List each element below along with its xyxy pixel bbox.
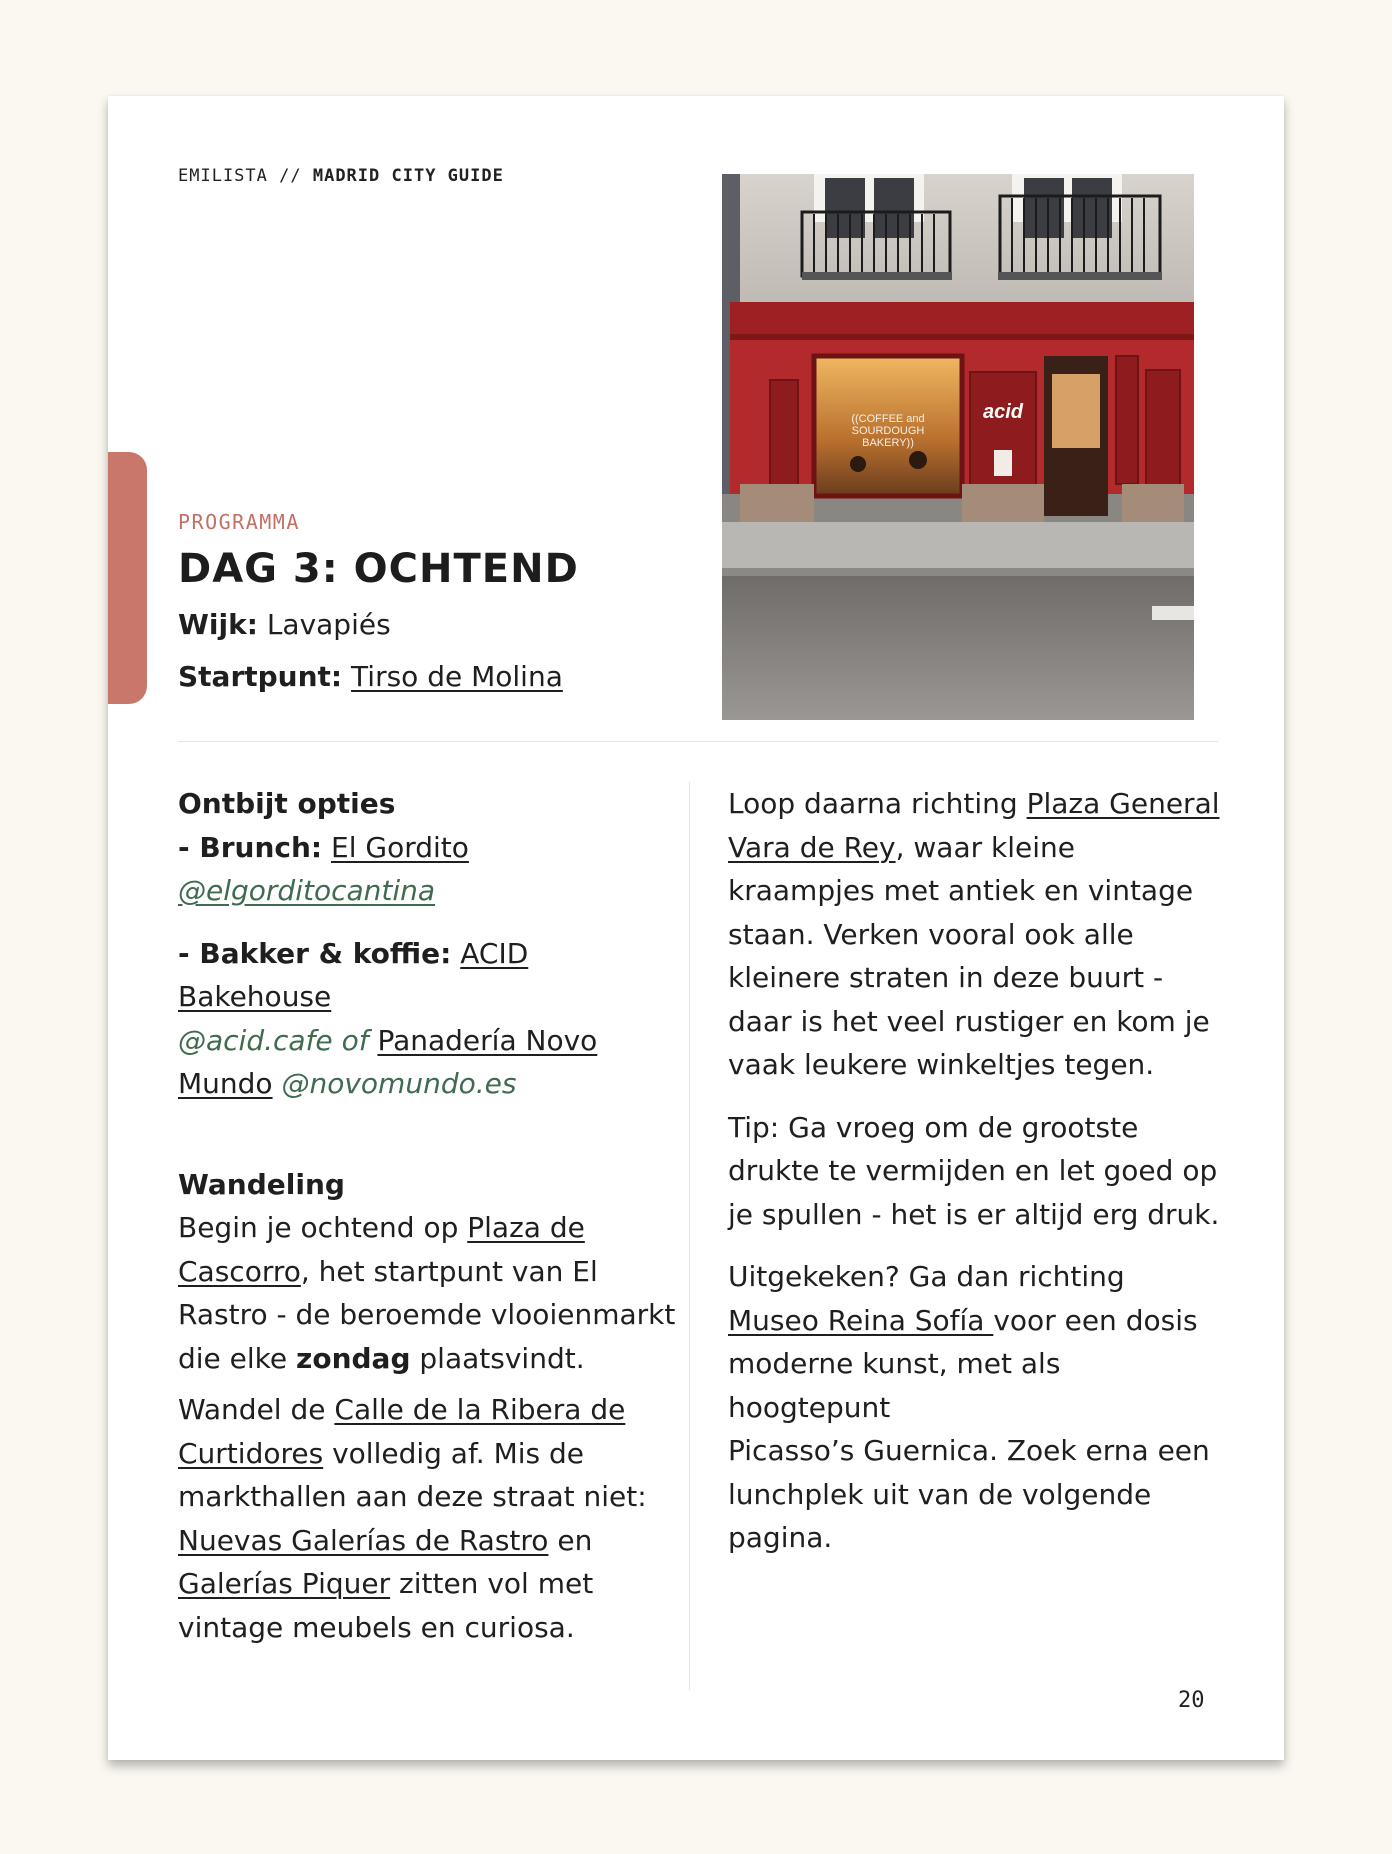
neon-logo: acid [982, 401, 1024, 423]
sunday-emphasis: zondag [296, 1341, 411, 1375]
walk-p1-line4: die elke zondag plaatsvindt. [178, 1341, 585, 1375]
right-p3-line4: Picasso’s Guernica. Zoek erna een [728, 1434, 1210, 1467]
walk-p1-line2: Cascorro, het startpunt van El [178, 1254, 598, 1288]
svg-text:SOURDOUGH: SOURDOUGH [851, 425, 925, 437]
neon-sign-text: ((COFFEE and [851, 413, 925, 425]
neighbourhood-label: Wijk: [178, 608, 258, 641]
calle-ribera-link-part2[interactable]: Curtidores [178, 1436, 324, 1470]
right-p1-line5: kleinere straten in deze buurt - [728, 961, 1164, 994]
novo-mundo-line [178, 1062, 678, 1106]
el-gordito-instagram-link[interactable]: @elgorditocantina [178, 874, 436, 907]
right-p1-line4: staan. Verken vooral ook alle [728, 917, 1134, 951]
column-divider [689, 782, 690, 1690]
acid-instagram-handle: @acid.cafe [178, 1023, 333, 1057]
novo-mundo-instagram-handle: @novomundo.es [281, 1067, 517, 1100]
left-column [178, 782, 678, 1649]
tip-line2: drukte te vermijden en let goed op [728, 1154, 1218, 1187]
section-kicker: PROGRAMMA [178, 510, 300, 534]
page-number: 20 [1178, 1688, 1205, 1713]
startpoint-label: Startpunt: [178, 660, 343, 693]
panaderia-novo-mundo-link-part1[interactable]: Panadería Novo [377, 1023, 598, 1057]
right-p3-line3: moderne kunst, met als hoogtepunt [728, 1347, 1061, 1424]
calle-ribera-link-part1[interactable]: Calle de la Ribera de [334, 1393, 626, 1426]
tip-line1: Tip: Ga vroeg om de grootste [728, 1110, 1139, 1144]
galerias-piquer-link[interactable]: Galerías Piquer [178, 1567, 391, 1600]
bakker-handle-line [178, 1019, 678, 1063]
walk-p2-line2: Curtidores volledig af. Mis de [178, 1436, 585, 1470]
walk-p1-line3: Rastro - de beroemde vlooienmarkt [178, 1298, 676, 1331]
walk-p2-line6: vintage meubels en curiosa. [178, 1610, 575, 1644]
museo-reina-sofia-link[interactable]: Museo Reina Sofía [728, 1303, 994, 1337]
page-header [178, 166, 504, 186]
right-p1-line6: daar is het veel rustiger en kom je [728, 1004, 1210, 1038]
right-p3-line6: pagina. [728, 1521, 833, 1554]
guide-page [108, 96, 1284, 1760]
storefront-photo [722, 174, 1194, 720]
plaza-general-vara-link-part2[interactable]: Vara de Rey [728, 830, 896, 864]
tip-line3: je spullen - het is er altijd erg druk. [728, 1197, 1220, 1231]
el-gordito-link[interactable]: El Gordito [331, 830, 469, 864]
walk-p1-line1: Begin je ochtend op Plaza de [178, 1211, 585, 1244]
startpoint-line [178, 660, 563, 693]
plaza-de-cascorro-link-part1[interactable]: Plaza de [467, 1211, 585, 1244]
plaza-de-cascorro-link-part2[interactable]: Cascorro [178, 1254, 301, 1288]
walk-p2-line3: markthallen aan deze straat niet: [178, 1480, 647, 1513]
walk-p2-line1: Wandel de Calle de la Ribera de [178, 1393, 626, 1426]
neighbourhood-value: Lavapiés [266, 608, 391, 641]
startpoint-link[interactable]: Tirso de Molina [351, 660, 563, 693]
accent-tab [108, 452, 147, 704]
right-p1-line1: Loop daarna richting Plaza General [728, 787, 1220, 820]
svg-text:BAKERY)): BAKERY)) [862, 437, 914, 449]
or-text: of [341, 1023, 369, 1057]
right-p3-line5: lunchplek uit van de volgende [728, 1477, 1152, 1511]
panaderia-novo-mundo-link-part2[interactable]: Mundo [178, 1067, 273, 1100]
brunch-label: - Brunch: [178, 830, 323, 864]
right-p3-line2: Museo Reina Sofía voor een dosis [728, 1303, 1198, 1337]
walk-p2-line4: Nuevas Galerías de Rastro en [178, 1523, 593, 1557]
right-p1-line3: kraampjes met antiek en vintage [728, 874, 1194, 907]
nuevas-galerias-link[interactable]: Nuevas Galerías de Rastro [178, 1523, 549, 1557]
acid-bakehouse-link[interactable]: ACID Bakehouse [178, 936, 529, 1013]
bakker-label: - Bakker & koffie: [178, 936, 452, 970]
walk-heading: Wandeling [178, 1167, 345, 1201]
neighbourhood-line [178, 608, 391, 641]
storefront-illustration [722, 174, 1194, 720]
brunch-line [178, 826, 678, 870]
breakfast-heading: Ontbijt opties [178, 787, 396, 820]
walk-p2-line5: Galerías Piquer zitten vol met [178, 1567, 594, 1600]
right-p1-line7: vaak leukere winkeltjes tegen. [728, 1048, 1155, 1081]
right-column [728, 782, 1228, 1560]
header-brand: EMILISTA // [178, 166, 302, 186]
page-title: DAG 3: OCHTEND [178, 546, 579, 592]
plaza-general-vara-link-part1[interactable]: Plaza General [1026, 787, 1220, 820]
right-p3-line1: Uitgekeken? Ga dan richting [728, 1260, 1125, 1293]
brunch-handle-line [178, 869, 678, 913]
bakker-line [178, 932, 678, 1019]
header-guide-title: MADRID CITY GUIDE [312, 166, 504, 186]
section-divider [178, 741, 1218, 742]
right-p1-line2: Vara de Rey, waar kleine [728, 830, 1076, 864]
